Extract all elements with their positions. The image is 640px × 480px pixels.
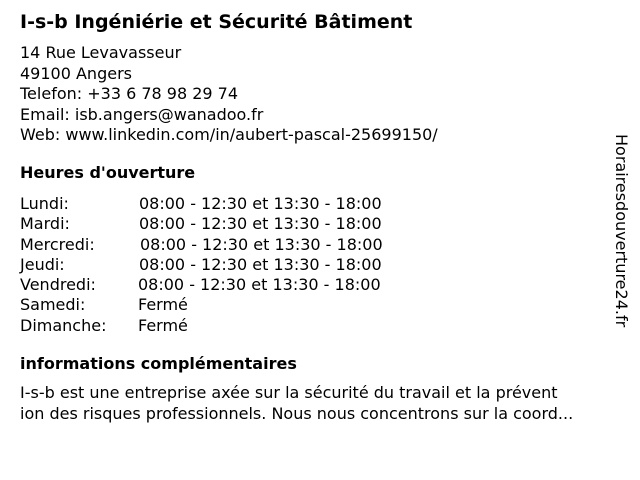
day-label: Samedi: <box>20 295 86 315</box>
opening-hours-heading: Heures d'ouverture <box>20 163 196 182</box>
contact-info <box>20 43 438 146</box>
day-hours: 08:00 - 12:30 et 13:30 - 18:00 <box>139 214 382 234</box>
day-hours: 08:00 - 12:30 et 13:30 - 18:00 <box>139 254 382 274</box>
day-hours: 08:00 - 12:30 et 13:30 - 18:00 <box>139 194 382 213</box>
brand-watermark <box>610 134 632 344</box>
day-label: Mardi: <box>20 214 70 234</box>
day-hours: 08:00 - 12:30 et 13:30 - 18:00 <box>138 275 381 295</box>
day-label: Vendredi: <box>20 275 96 295</box>
info-line: I-s-b est une entreprise axée sur la sécurité du travail et la prévent <box>20 383 558 402</box>
day-label: Jeudi: <box>20 254 65 274</box>
address-city: 49100 Angers <box>20 63 132 83</box>
business-name: I-s-b Ingéniérie et Sécurité Bâtiment <box>20 11 413 33</box>
phone-number[interactable]: Telefon: +33 6 78 98 29 74 <box>20 84 239 103</box>
day-hours: Fermé <box>138 315 188 335</box>
address-street: 14 Rue Levavasseur <box>20 43 182 62</box>
email-address[interactable]: Email: isb.angers@wanadoo.fr <box>20 104 264 124</box>
day-hours: Fermé <box>138 295 188 315</box>
day-label: Mercredi: <box>20 234 95 254</box>
additional-info-heading: informations complémentaires <box>20 354 297 373</box>
day-hours: 08:00 - 12:30 et 13:30 - 18:00 <box>140 234 383 254</box>
website-link[interactable]: Web: www.linkedin.com/in/aubert-pascal-25699150/ <box>20 125 438 144</box>
day-label: Lundi: <box>20 194 69 213</box>
brand-watermark-text: Horairesdouverture24.fr <box>612 134 631 328</box>
additional-info-text <box>20 382 630 424</box>
day-label: Dimanche: <box>20 315 107 335</box>
info-line: ion des risques professionnels. Nous nous concentrons sur la coord... <box>20 404 574 423</box>
